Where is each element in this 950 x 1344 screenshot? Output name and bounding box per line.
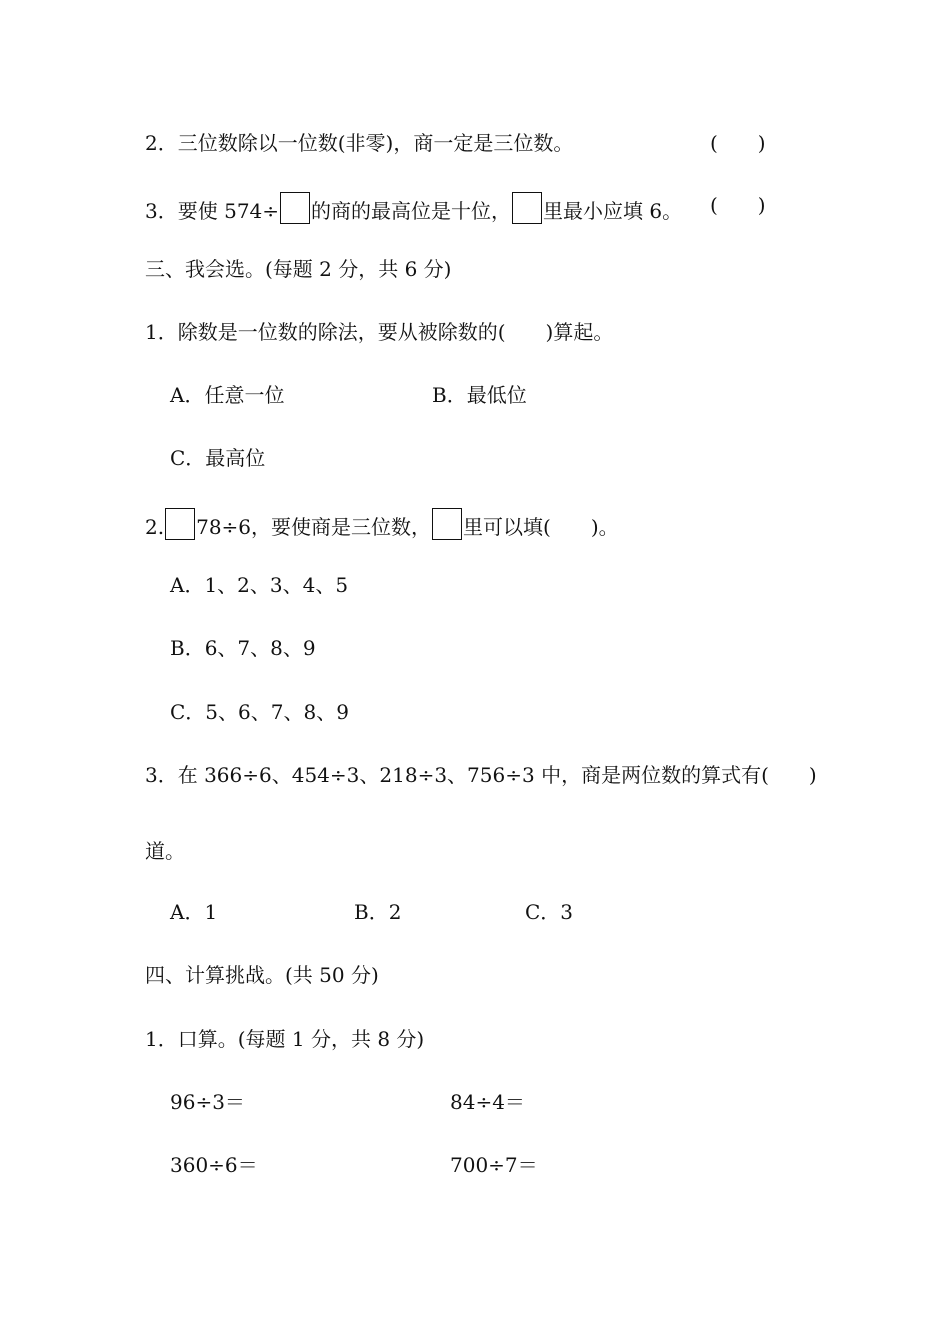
choice-q2: [145, 508, 619, 540]
choice-q2-post: 里可以填( )。: [463, 515, 619, 539]
judge-q3-answer-bracket[interactable]: ( ): [710, 193, 766, 217]
choice-q1-option-b[interactable]: B．最低位: [432, 383, 527, 407]
choice-q3-option-b[interactable]: B．2: [354, 900, 402, 924]
judge-q3-post: 里最小应填 6。: [543, 199, 683, 223]
answer-box[interactable]: [165, 508, 195, 540]
choice-q2-num: 2.: [145, 515, 165, 539]
judge-q3-num: 3．: [145, 199, 178, 223]
choice-q1-option-a[interactable]: A．任意一位: [170, 383, 285, 407]
judge-q3: [145, 192, 682, 224]
choice-q2-option-a[interactable]: A．1、2、3、4、5: [170, 573, 349, 597]
oral-calc-item[interactable]: 700÷7＝: [450, 1153, 538, 1177]
judge-q2-answer-bracket[interactable]: ( ): [710, 131, 766, 155]
oral-calc-item[interactable]: 360÷6＝: [170, 1153, 258, 1177]
section4-title: 四、计算挑战。(共 50 分): [145, 963, 379, 987]
answer-box[interactable]: [280, 192, 310, 224]
section3-title: 三、我会选。(每题 2 分，共 6 分): [145, 257, 452, 281]
judge-q2-num: 2．: [145, 131, 178, 155]
judge-q3-pre: 要使 574÷: [177, 199, 280, 223]
oral-calc-item[interactable]: 96÷3＝: [170, 1090, 245, 1114]
answer-box[interactable]: [512, 192, 542, 224]
choice-q2-mid: 78÷6，要使商是三位数，: [196, 515, 432, 539]
section4-sub1: 1．口算。(每题 1 分，共 8 分): [145, 1027, 425, 1051]
answer-box[interactable]: [432, 508, 462, 540]
choice-q1: 1．除数是一位数的除法，要从被除数的( )算起。: [145, 320, 614, 344]
choice-q3: 3．在 366÷6、454÷3、218÷3、756÷3 中，商是两位数的算式有( ): [145, 763, 817, 787]
choice-q3-continuation: 道。: [145, 839, 185, 863]
choice-q1-option-c[interactable]: C．最高位: [170, 446, 266, 470]
judge-q2-text: 三位数除以一位数(非零)，商一定是三位数。: [177, 131, 574, 155]
choice-q2-option-c[interactable]: C．5、6、7、8、9: [170, 700, 349, 724]
choice-q2-option-b[interactable]: B．6、7、8、9: [170, 636, 316, 660]
oral-calc-item[interactable]: 84÷4＝: [450, 1090, 525, 1114]
judge-q2: [145, 130, 573, 156]
choice-q3-option-c[interactable]: C．3: [525, 900, 574, 924]
choice-q3-option-a[interactable]: A．1: [170, 900, 218, 924]
judge-q3-mid: 的商的最高位是十位，: [311, 199, 512, 223]
